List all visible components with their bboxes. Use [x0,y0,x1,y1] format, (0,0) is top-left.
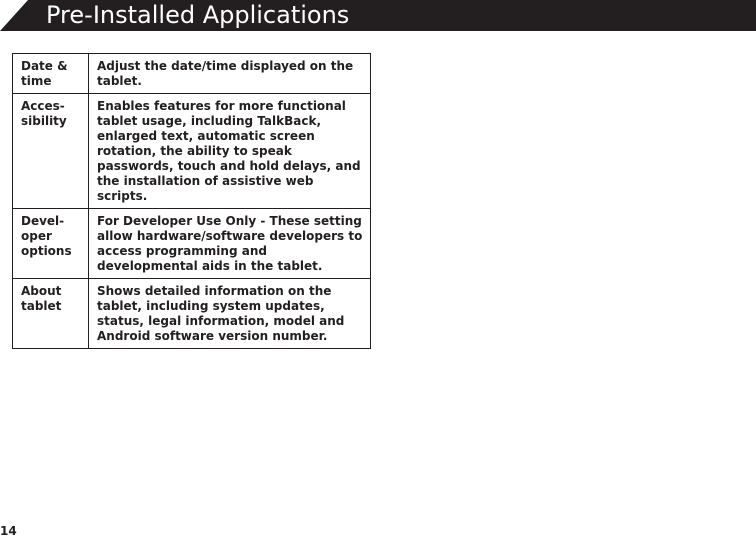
section-title: Pre-Installed Applications [46,1,350,29]
setting-name: Acces-sibility [13,94,89,209]
setting-name: Date & time [13,54,89,94]
setting-name: About tablet [13,279,89,349]
header-corner-notch [0,0,28,31]
applications-table [12,53,371,349]
table-row [13,94,371,209]
table-row [13,54,371,94]
table-row [13,209,371,279]
section-header-band [0,0,756,31]
table-row [13,279,371,349]
setting-description: Adjust the date/time displayed on the tablet. [89,54,371,94]
setting-description: For Developer Use Only - These setting allow hardware/software developers to access programming and developmental aids in the tablet. [89,209,371,279]
setting-name: Devel-oper options [13,209,89,279]
setting-description: Enables features for more functional tablet usage, including TalkBack, enlarged text, automatic screen rotation, the ability to speak passwords, touch and hold delays, and the installation of assistive web scripts. [89,94,371,209]
page-number: 14 [0,524,17,538]
setting-description: Shows detailed information on the tablet, including system updates, status, legal information, model and Android software version number. [89,279,371,349]
